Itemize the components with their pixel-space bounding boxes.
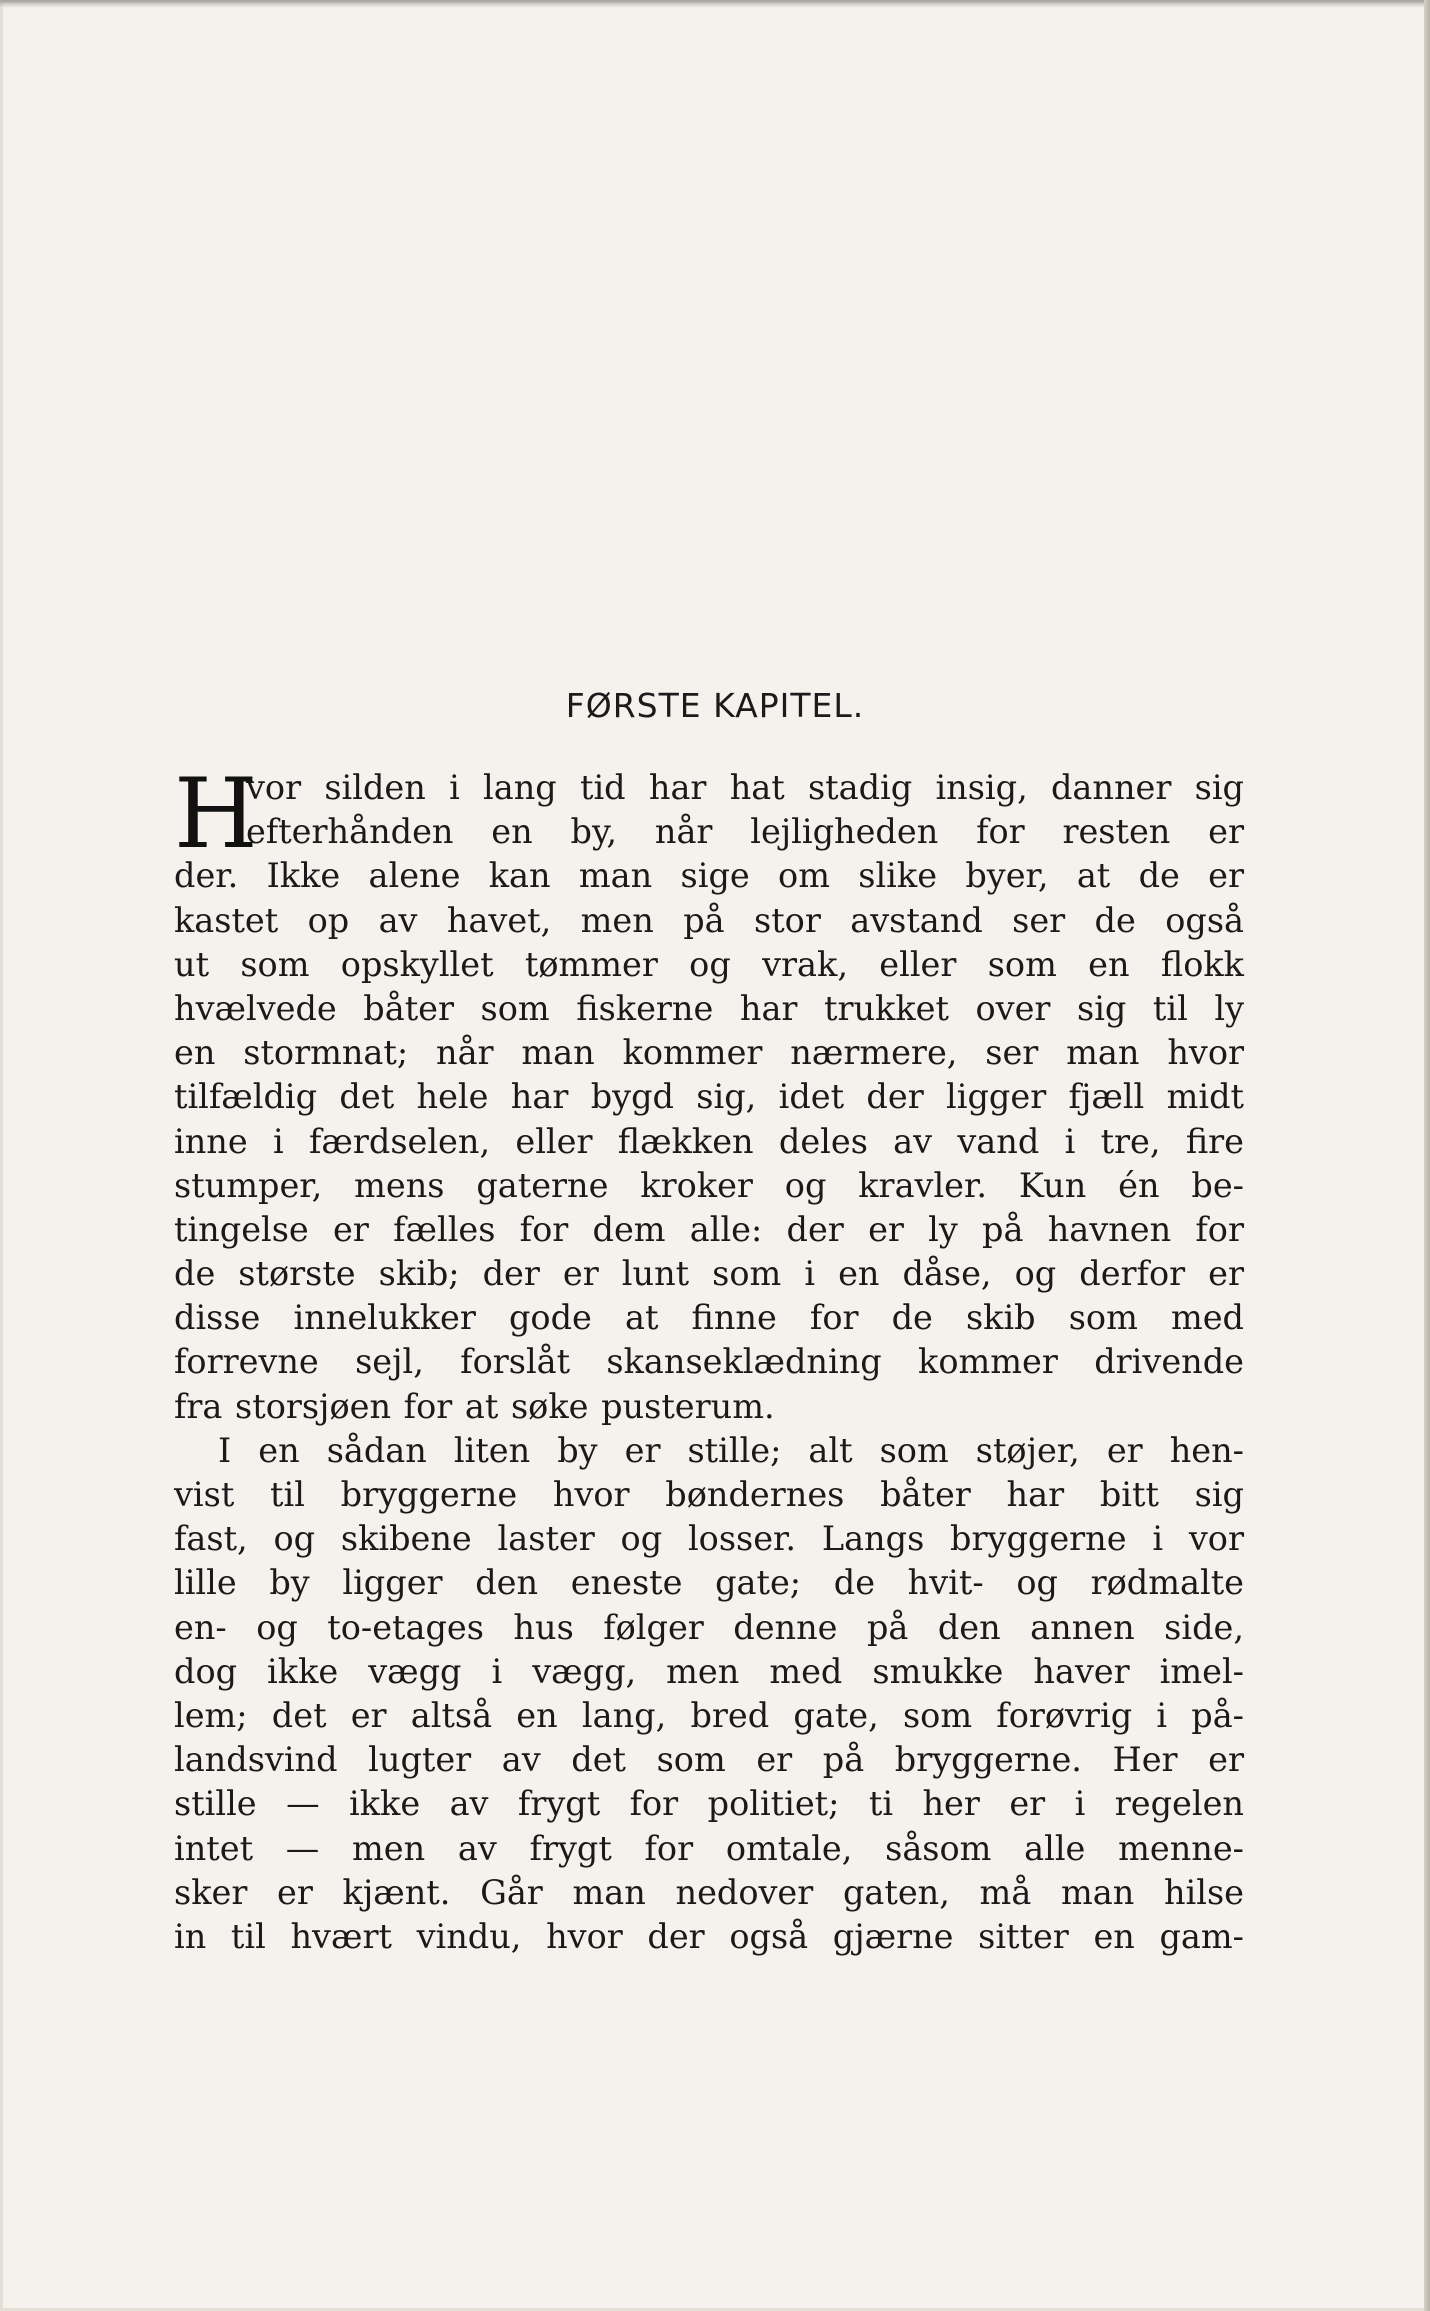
text-line: vor silden i lang tid har hat stadig insig, danner sig (246, 768, 1244, 807)
text-line: efterhånden en by, når lejligheden for resten er (246, 812, 1244, 852)
text-line: intet — men av frygt for omtale, såsom alle menne- (174, 1828, 1244, 1868)
text-line: ut som opskyllet tømmer og vrak, eller som en flokk (174, 944, 1244, 984)
text-line: en- og to-etages hus følger denne på den annen side, (174, 1607, 1244, 1647)
paragraph-2 (174, 1429, 1244, 1959)
text-line: en stormnat; når man kommer nærmere, ser man hvor (174, 1033, 1244, 1073)
text-line: lem; det er altså en lang, bred gate, som forøvrig i på- (174, 1695, 1244, 1735)
body-text (174, 758, 1244, 1959)
text-line: dog ikke vægg i vægg, men med smukke haver imel- (174, 1651, 1244, 1691)
text-line: lille by ligger den eneste gate; de hvit- og rødmalte (174, 1563, 1244, 1603)
text-line: fra storsjøen for at søke pusterum. (174, 1386, 775, 1426)
text-line: der. Ikke alene kan man sige om slike byer, at de er (174, 856, 1244, 896)
text-line: de største skib; der er lunt som i en dåse, og derfor er (174, 1254, 1244, 1294)
text-line: stumper, mens gaterne kroker og kravler. Kun én be- (174, 1165, 1244, 1205)
text-line: disse innelukker gode at finne for de skib som med (174, 1298, 1244, 1338)
text-line: I en sådan liten by er stille; alt som støjer, er hen- (218, 1430, 1244, 1470)
page-right-edge (1424, 0, 1430, 2311)
chapter-heading: FØRSTE KAPITEL. (565, 686, 865, 725)
drop-cap: H (174, 758, 258, 870)
text-line: landsvind lugter av det som er på bryggerne. Her er (174, 1740, 1244, 1780)
text-line: inne i færdselen, eller flækken deles av vand i tre, fire (174, 1121, 1244, 1161)
text-line: vist til bryggerne hvor bøndernes båter har bitt sig (174, 1475, 1244, 1514)
page-top-edge (0, 0, 1430, 8)
text-line: fast, og skibene laster og losser. Langs bryggerne i vor (174, 1519, 1244, 1559)
text-line: forrevne sejl, forslåt skanseklædning kommer drivende (174, 1342, 1244, 1382)
text-line: in til hvært vindu, hvor der også gjærne sitter en gam- (174, 1916, 1244, 1956)
text-line: tingelse er fælles for dem alle: der er ly på havnen for (174, 1209, 1244, 1249)
text-line: hvælvede båter som fiskerne har trukket over sig til ly (174, 988, 1244, 1028)
text-line: sker er kjænt. Går man nedover gaten, må man hilse (174, 1872, 1244, 1912)
text-line: kastet op av havet, men på stor avstand ser de også (174, 900, 1244, 940)
text-line: stille — ikke av frygt for politiet; ti her er i regelen (174, 1784, 1244, 1824)
paragraph-1 (174, 758, 1244, 1429)
text-line: tilfældig det hele har bygd sig, idet der ligger fjæll midt (174, 1077, 1244, 1117)
